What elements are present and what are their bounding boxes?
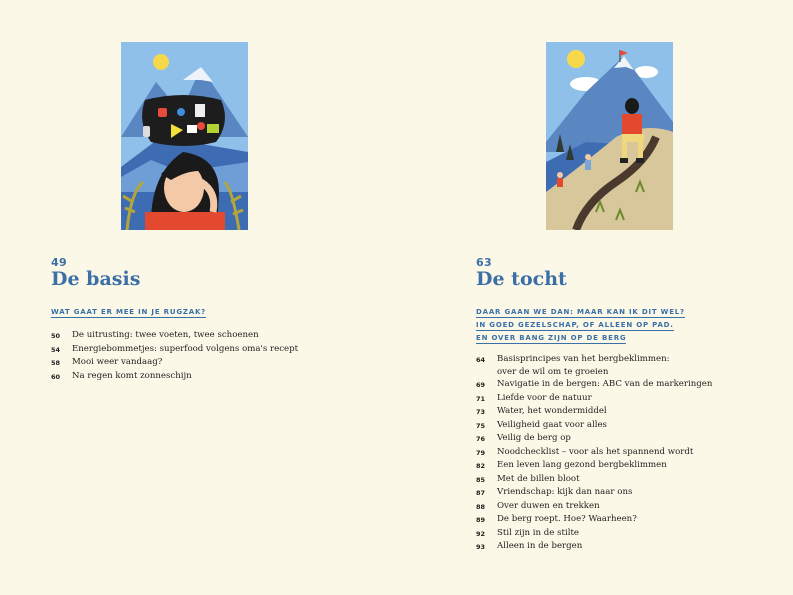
toc-entry-line: Basisprincipes van het bergbeklimmen:	[497, 354, 670, 364]
toc-entry-title: Alleen in de bergen	[497, 541, 583, 551]
toc-entry[interactable]	[476, 500, 712, 514]
toc-entry[interactable]	[51, 370, 298, 384]
toc-page-number: 54	[51, 345, 61, 354]
subtitle-line: WAT GAAT ER MEE IN JE RUGZAK?	[51, 308, 207, 316]
toc-page-number: 93	[476, 543, 486, 551]
toc-entry[interactable]	[476, 405, 712, 419]
toc-entry[interactable]	[476, 446, 712, 460]
toc-page-number: 92	[476, 529, 486, 538]
toc-entry-title: Met de billen bloot	[497, 473, 580, 484]
toc-entry-title: Stil zijn in de stilte	[497, 527, 580, 538]
toc-entry-title: Energiebommetjes: superfood volgens oma's recept	[72, 343, 299, 354]
chapter-title: De tocht	[476, 268, 567, 290]
toc-entry-title: Over duwen en trekken	[497, 500, 600, 511]
toc-page-number: 87	[476, 489, 486, 497]
toc-entry-title: Water, het wondermiddel	[497, 406, 607, 416]
toc-entry[interactable]	[476, 378, 712, 392]
toc-entry[interactable]	[51, 356, 298, 370]
subtitle-line: EN OVER BANG ZIJN OP DE BERG	[476, 334, 627, 342]
toc-page-number: 60	[51, 372, 61, 381]
toc-page-number: 89	[476, 516, 486, 524]
illustration-mountain-trail	[546, 42, 673, 230]
illustration-woman-thinking	[121, 42, 248, 230]
toc-entry-title: De berg roept. Hoe? Waarheen?	[497, 514, 637, 524]
toc-entry[interactable]	[51, 343, 298, 357]
toc-page-number: 73	[476, 408, 486, 416]
toc-entry[interactable]	[51, 329, 298, 343]
toc-entry[interactable]	[476, 473, 712, 487]
toc-page-number: 85	[476, 475, 486, 484]
toc-entry[interactable]	[476, 486, 712, 500]
toc-entry-title: Een leven lang gezond bergbeklimmen	[497, 460, 667, 470]
toc-page-number: 76	[476, 435, 486, 443]
toc-entry-title: Veilig de berg op	[497, 433, 571, 443]
toc-entry-title	[497, 353, 670, 378]
toc-list	[476, 353, 712, 554]
toc-page-number: 71	[476, 394, 486, 403]
toc-page-number: 82	[476, 462, 486, 470]
toc-page-number: 69	[476, 381, 486, 389]
toc-entry[interactable]	[476, 353, 712, 378]
toc-entry-title: Mooi weer vandaag?	[72, 357, 163, 367]
chapter-number: 63	[476, 256, 492, 269]
toc-entry[interactable]	[476, 392, 712, 406]
chapter-title: De basis	[51, 268, 141, 290]
toc-entry[interactable]	[476, 419, 712, 433]
chapter-subtitle	[51, 306, 206, 319]
toc-page-number: 58	[51, 359, 61, 367]
toc-entry[interactable]	[476, 432, 712, 446]
toc-list	[51, 329, 298, 383]
chapter-number: 49	[51, 256, 67, 269]
toc-entry-title: Vriendschap: kijk dan naar ons	[497, 487, 633, 497]
toc-page-number: 75	[476, 421, 486, 430]
toc-entry-title: Na regen komt zonneschijn	[72, 370, 192, 381]
toc-entry-title: Noodchecklist – voor als het spannend wordt	[497, 446, 694, 457]
toc-page-number: 50	[51, 332, 61, 340]
toc-entry-title: Navigatie in de bergen: ABC van de markeringen	[497, 379, 713, 389]
toc-page-number: 64	[476, 356, 486, 364]
toc-entry[interactable]	[476, 540, 712, 554]
chapter-subtitle	[476, 306, 685, 345]
toc-page-number: 88	[476, 502, 486, 511]
toc-entry[interactable]	[476, 513, 712, 527]
toc-entry[interactable]	[476, 527, 712, 541]
subtitle-line: DAAR GAAN WE DAN: MAAR KAN IK DIT WEL?	[476, 308, 685, 316]
toc-entry-line: over de wil om te groeien	[497, 366, 609, 377]
subtitle-line: IN GOED GEZELSCHAP, OF ALLEEN OP PAD.	[476, 321, 674, 329]
toc-page-number: 79	[476, 448, 486, 457]
toc-entry[interactable]	[476, 459, 712, 473]
toc-entry-title: Liefde voor de natuur	[497, 392, 592, 403]
toc-entry-title: Veiligheid gaat voor alles	[497, 419, 607, 430]
toc-entry-title: De uitrusting: twee voeten, twee schoenen	[72, 330, 259, 340]
